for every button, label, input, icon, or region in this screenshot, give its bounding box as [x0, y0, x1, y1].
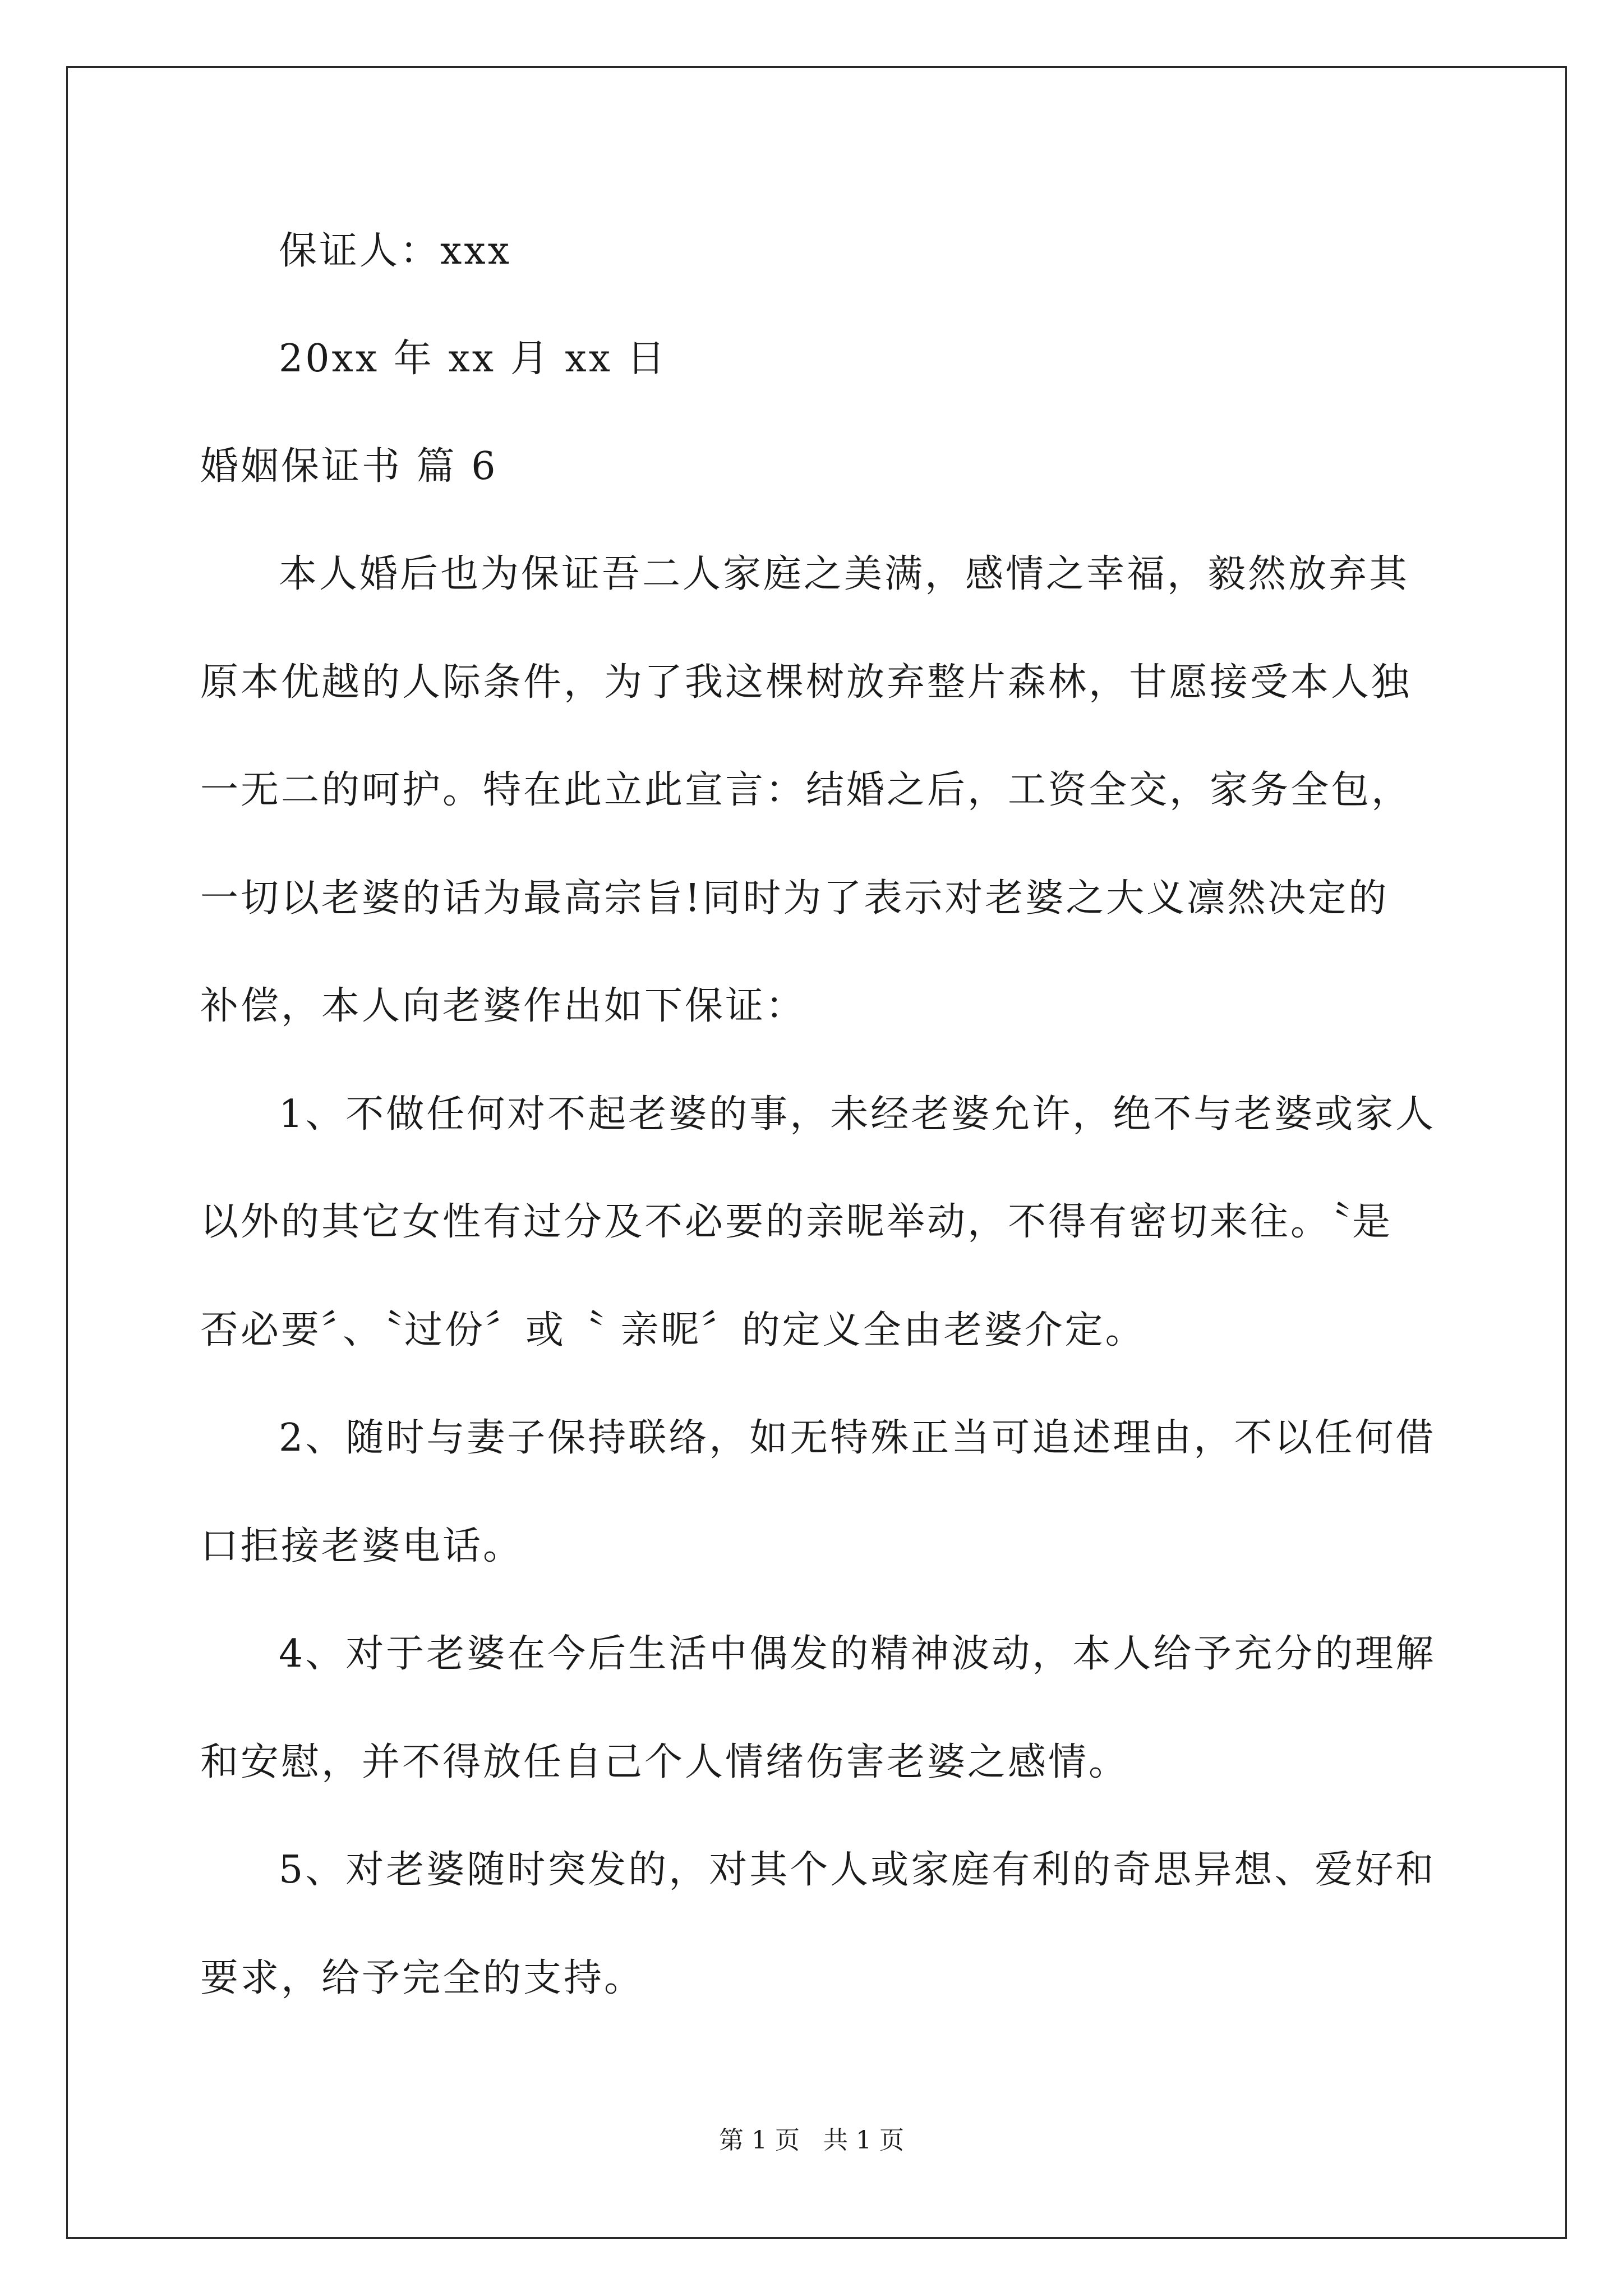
paragraph-line: 否必要〞、〝过份〞或〝 亲昵〞的定义全由老婆介定。 [200, 1308, 1146, 1352]
paragraph-line: 以外的其它女性有过分及不必要的亲昵举动，不得有密切来往。〝是 [200, 1200, 1393, 1244]
paragraph-line: 1、不做任何对不起老婆的事，未经老婆允许，绝不与老婆或家人 [279, 1092, 1436, 1137]
guarantor-line: 保证人：xxx [279, 229, 512, 273]
paragraph-line: 一无二的呵护。特在此立此宣言：结婚之后，工资全交，家务全包， [200, 768, 1412, 812]
paragraph-line: 本人婚后也为保证吾二人家庭之美满，感情之幸福，毅然放弃其 [279, 552, 1410, 596]
paragraph-line: 口拒接老婆电话。 [200, 1524, 524, 1568]
paragraph-line: 和安慰，并不得放任自己个人情绪伤害老婆之感情。 [200, 1740, 1129, 1784]
page-number-footer: 第 1 页 共 1 页 [719, 2126, 904, 2155]
section-heading: 婚姻保证书 篇 6 [200, 444, 498, 489]
page-border [66, 66, 1567, 2239]
paragraph-line: 5、对老婆随时突发的，对其个人或家庭有利的奇思异想、爱好和 [279, 1848, 1436, 1892]
paragraph-line: 4、对于老婆在今后生活中偶发的精神波动，本人给予充分的理解 [279, 1632, 1436, 1676]
paragraph-line: 一切以老婆的话为最高宗旨!同时为了表示对老婆之大义凛然决定的 [200, 876, 1389, 921]
paragraph-line: 补偿，本人向老婆作出如下保证： [200, 984, 806, 1028]
paragraph-line: 原本优越的人际条件，为了我这棵树放弃整片森林，甘愿接受本人独 [200, 660, 1412, 705]
paragraph-line: 要求，给予完全的支持。 [200, 1956, 645, 2000]
paragraph-line: 2、随时与妻子保持联络，如无特殊正当可追述理由，不以任何借 [279, 1416, 1436, 1460]
date-line: 20xx 年 xx 月 xx 日 [279, 337, 667, 381]
